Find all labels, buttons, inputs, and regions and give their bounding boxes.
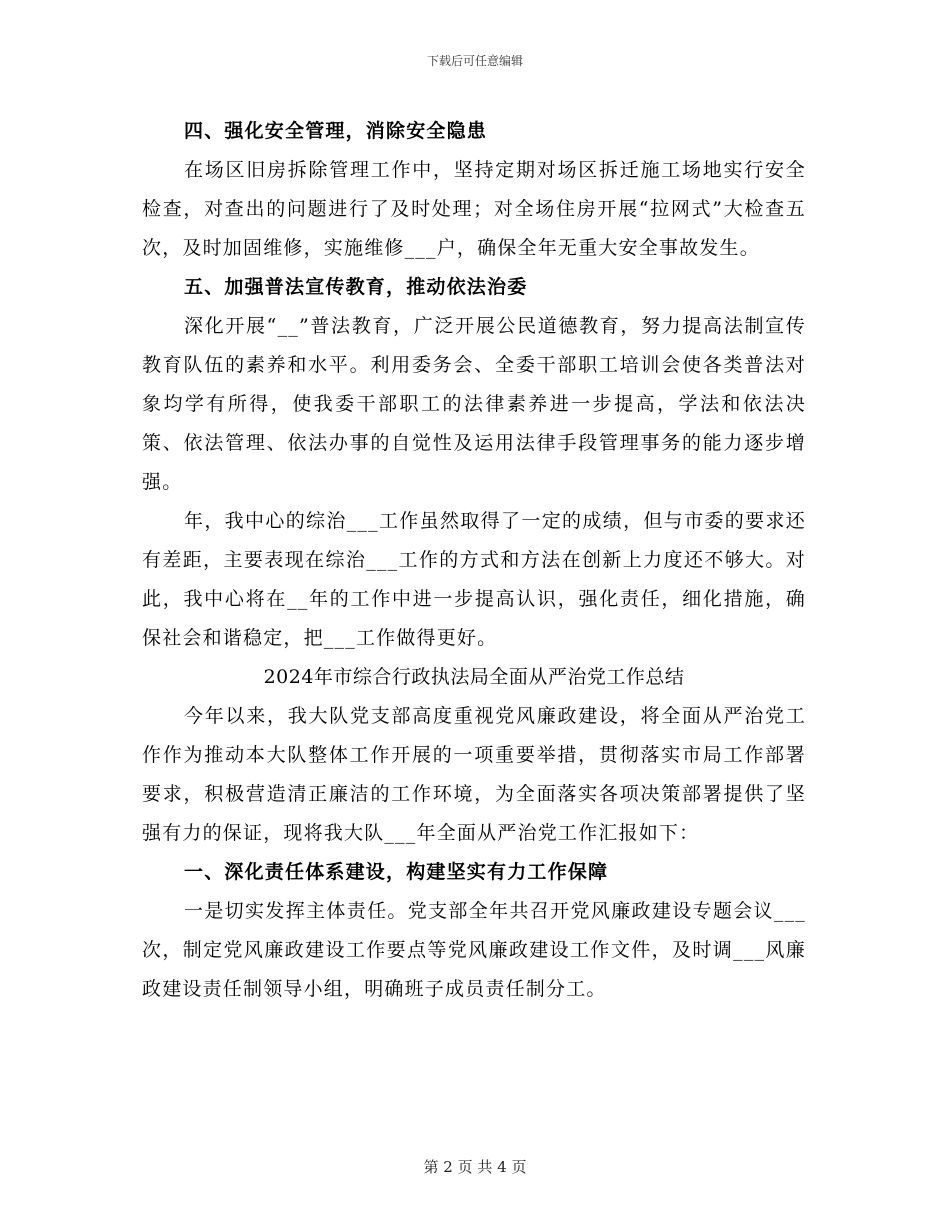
paragraph-intro: 今年以来，我大队党支部高度重视党风廉政建设，将全面从严治党工作作为推动本大队整体工作开展的一项重要举措，贯彻落实市局工作部署要求，积极营造清正廉洁的工作环境，为全面落实各项决策部署提供了坚强有力的保证，现将我大队___年全面从严治党工作汇报如下： [142,705,806,844]
page-number: 第 2 页 共 4 页 [423,1158,527,1176]
document-title: 2024年市综合行政执法局全面从严治党工作总结 [263,666,685,688]
section-heading-4: 四、强化安全管理，消除安全隐患 [184,120,488,142]
document-body [142,112,806,1009]
section-heading-1: 一、深化责任体系建设，构建坚实有力工作保障 [184,861,609,883]
paragraph-legal-education: 深化开展“__”普法教育，广泛开展公民道德教育，努力提高法制宣传教育队伍的素养和水平。利用委务会、全委干部职工培训会使各类普法对象均学有所得，使我委干部职工的法律素养进一步提高，学法和依法决策、依法管理、依法办事的自觉性及运用法律手段管理事务的能力逐步增强。 [142,315,806,493]
page-header-note: 下载后可任意编辑 [426,54,523,68]
paragraph-conclusion: 年，我中心的综治___工作虽然取得了一定的成绩，但与市委的要求还有差距，主要表现在综治___工作的方式和方法在创新上力度还不够大。对此，我中心将在__年的工作中进一步提高认识，强化责任，细化措施，确保社会和谐稳定，把___工作做得更好。 [142,510,806,649]
section-heading-5: 五、加强普法宣传教育，推动依法治委 [184,276,528,298]
paragraph-safety: 在场区旧房拆除管理工作中，坚持定期对场区拆迁施工场地实行安全检查，对查出的问题进行了及时处理；对全场住房开展“拉网式”大检查五次，及时加固维修，实施维修___户，确保全年无重大安全事故发生。 [142,159,806,259]
paragraph-responsibility: 一是切实发挥主体责任。党支部全年共召开党风廉政建设专题会议___次，制定党风廉政建设工作要点等党风廉政建设工作文件，及时调___风廉政建设责任制领导小组，明确班子成员责任制分工。 [142,900,806,1000]
